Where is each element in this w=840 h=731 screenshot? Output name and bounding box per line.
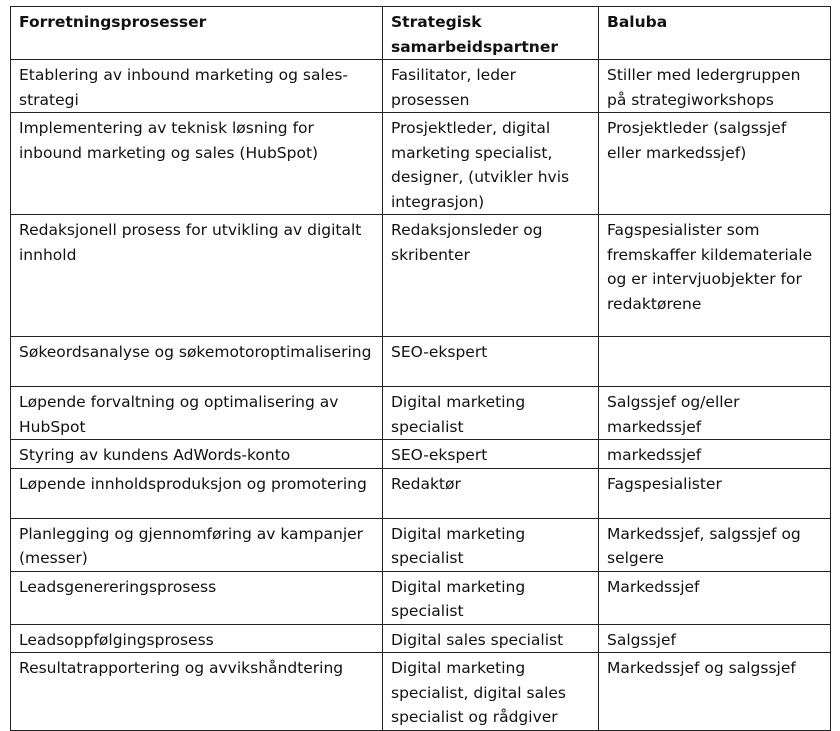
header-forretningsprosesser: Forretningsprosesser xyxy=(11,7,383,60)
cell-partner: Digital marketing specialist xyxy=(383,518,599,571)
table-row xyxy=(11,440,831,469)
cell-baluba xyxy=(599,337,831,387)
cell-process: Leadsoppfølgingsprosess xyxy=(11,624,383,653)
cell-partner: Redaktør xyxy=(383,468,599,518)
table-header-row xyxy=(11,7,831,60)
cell-partner: Fasilitator, leder prosessen xyxy=(383,60,599,113)
cell-process: Søkeordsanalyse og søkemotoroptimalisering xyxy=(11,337,383,387)
cell-baluba: Fagspesialister som fremskaffer kildemateriale og er intervjuobjekter for redaktørene xyxy=(599,215,831,337)
cell-process: Resultatrapportering og avvikshåndtering xyxy=(11,653,383,731)
cell-baluba: Stiller med ledergruppen på strategiworkshops xyxy=(599,60,831,113)
cell-baluba: Fagspesialister xyxy=(599,468,831,518)
table-row xyxy=(11,518,831,571)
cell-partner: Digital sales specialist xyxy=(383,624,599,653)
cell-baluba: Prosjektleder (salgssjef eller markedssjef) xyxy=(599,113,831,215)
cell-process: Planlegging og gjennomføring av kampanjer (messer) xyxy=(11,518,383,571)
table-row xyxy=(11,387,831,440)
table-row xyxy=(11,624,831,653)
cell-process: Løpende forvaltning og optimalisering av HubSpot xyxy=(11,387,383,440)
cell-baluba: Salgssjef og/eller markedssjef xyxy=(599,387,831,440)
cell-process: Etablering av inbound marketing og sales-strategi xyxy=(11,60,383,113)
table-row xyxy=(11,60,831,113)
cell-baluba: Markedssjef xyxy=(599,571,831,624)
cell-baluba: markedssjef xyxy=(599,440,831,469)
cell-baluba: Salgssjef xyxy=(599,624,831,653)
cell-process: Redaksjonell prosess for utvikling av digitalt innhold xyxy=(11,215,383,337)
table-row xyxy=(11,571,831,624)
cell-baluba: Markedssjef og salgssjef xyxy=(599,653,831,731)
cell-partner: Digital marketing specialist xyxy=(383,571,599,624)
cell-process: Styring av kundens AdWords-konto xyxy=(11,440,383,469)
table-row xyxy=(11,468,831,518)
cell-process: Leadsgenereringsprosess xyxy=(11,571,383,624)
cell-partner: SEO-ekspert xyxy=(383,337,599,387)
table-row xyxy=(11,113,831,215)
cell-partner: SEO-ekspert xyxy=(383,440,599,469)
cell-baluba: Markedssjef, salgssjef og selgere xyxy=(599,518,831,571)
cell-partner: Digital marketing specialist, digital sales specialist og rådgiver xyxy=(383,653,599,731)
table-row xyxy=(11,337,831,387)
cell-partner: Digital marketing specialist xyxy=(383,387,599,440)
table-row xyxy=(11,653,831,731)
header-strategisk-samarbeidspartner: Strategisk samarbeidspartner xyxy=(383,7,599,60)
table-row xyxy=(11,215,831,337)
cell-partner: Prosjektleder, digital marketing specialist, designer, (utvikler hvis integrasjon) xyxy=(383,113,599,215)
cell-partner: Redaksjonsleder og skribenter xyxy=(383,215,599,337)
cell-process: Løpende innholdsproduksjon og promotering xyxy=(11,468,383,518)
header-baluba: Baluba xyxy=(599,7,831,60)
cell-process: Implementering av teknisk løsning for inbound marketing og sales (HubSpot) xyxy=(11,113,383,215)
responsibility-table xyxy=(10,6,831,731)
